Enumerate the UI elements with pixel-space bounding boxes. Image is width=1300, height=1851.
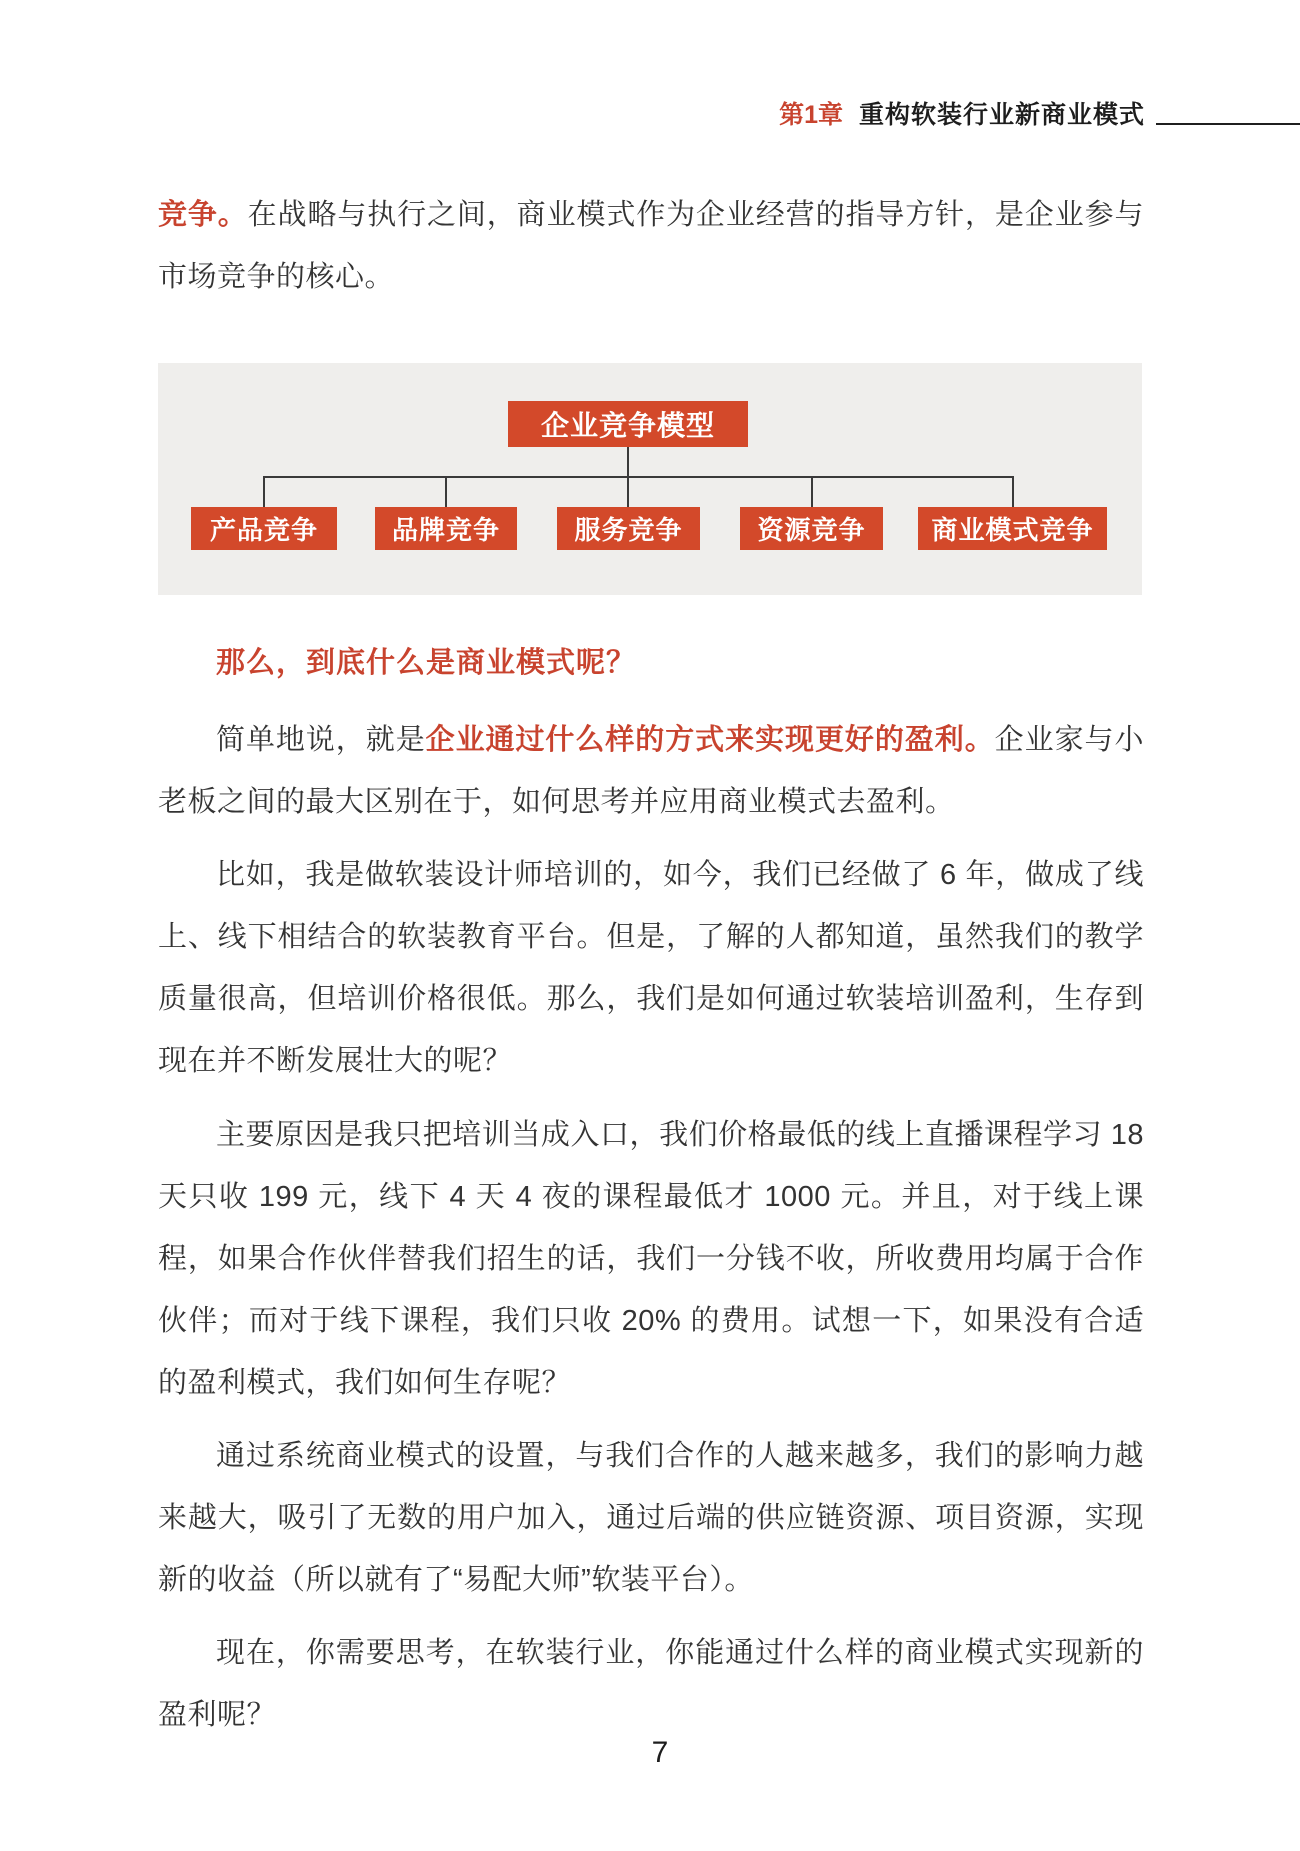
paragraph-4: 主要原因是我只把培训当成入口，我们价格最低的线上直播课程学习 18 天只收 199 元，线下 4 天 4 夜的课程最低才 1000 元。并且，对于线上课程，如果合作伙伴替我们招生的话，我们一分钱不收，所收费用均属于合作伙伴；而对于线下课程，我们只收 20% 的费用。试想一下，如果没有合适的盈利模式，我们如何生存呢？	[158, 1119, 1144, 1399]
diagram-connector-stub-2	[445, 476, 447, 508]
diagram-connector-horizontal	[264, 476, 1014, 478]
section-heading: 那么，到底什么是商业模式呢？	[216, 647, 637, 679]
paragraph-2-pre: 简单地说，就是	[216, 724, 426, 756]
diagram-connector-root	[627, 447, 629, 477]
paragraph-1-lead: 竞争。	[158, 199, 248, 231]
diagram-child-box-product: 产品竞争	[191, 507, 337, 550]
diagram-connector-stub-3	[627, 476, 629, 508]
running-header	[0, 98, 1145, 132]
paragraph-6: 现在，你需要思考，在软装行业，你能通过什么样的商业模式实现新的盈利呢？	[158, 1637, 1144, 1731]
page-number: 7	[651, 1736, 669, 1769]
competition-model-diagram	[158, 363, 1142, 595]
diagram-child-box-service: 服务竞争	[557, 507, 700, 550]
diagram-connector-stub-4	[811, 476, 813, 508]
diagram-child-box-business-model: 商业模式竞争	[918, 507, 1107, 550]
paragraph-2-red: 企业通过什么样的方式来实现更好的盈利。	[425, 724, 995, 756]
chapter-title: 重构软装行业新商业模式	[858, 101, 1145, 129]
diagram-child-box-brand: 品牌竞争	[375, 507, 517, 550]
paragraph-2-post: 企业家与小老板之间的最大区别在于，如何思考并应用商业模式去盈利。	[158, 724, 1144, 818]
paragraph-1-rest: 在战略与执行之间，商业模式作为企业经营的指导方针，是企业参与市场竞争的核心。	[158, 199, 1144, 293]
paragraph-2	[158, 709, 1144, 833]
chapter-number: 第1章	[779, 101, 843, 129]
diagram-connector-stub-1	[263, 476, 265, 508]
paragraph-3: 比如，我是做软装设计师培训的，如今，我们已经做了 6 年，做成了线上、线下相结合的软装教育平台。但是，了解的人都知道，虽然我们的教学质量很高，但培训价格很低。那么，我们是如何通过软装培训盈利，生存到现在并不断发展壮大的呢？	[158, 859, 1144, 1077]
diagram-root-box: 企业竞争模型	[508, 401, 748, 447]
header-rule	[1156, 123, 1300, 125]
diagram-connector-stub-5	[1012, 476, 1014, 508]
paragraph-1	[158, 184, 1144, 308]
diagram-child-box-resource: 资源竞争	[740, 507, 883, 550]
paragraph-5: 通过系统商业模式的设置，与我们合作的人越来越多，我们的影响力越来越大，吸引了无数的用户加入，通过后端的供应链资源、项目资源，实现新的收益（所以就有了“易配大师”软装平台）。	[158, 1440, 1144, 1596]
